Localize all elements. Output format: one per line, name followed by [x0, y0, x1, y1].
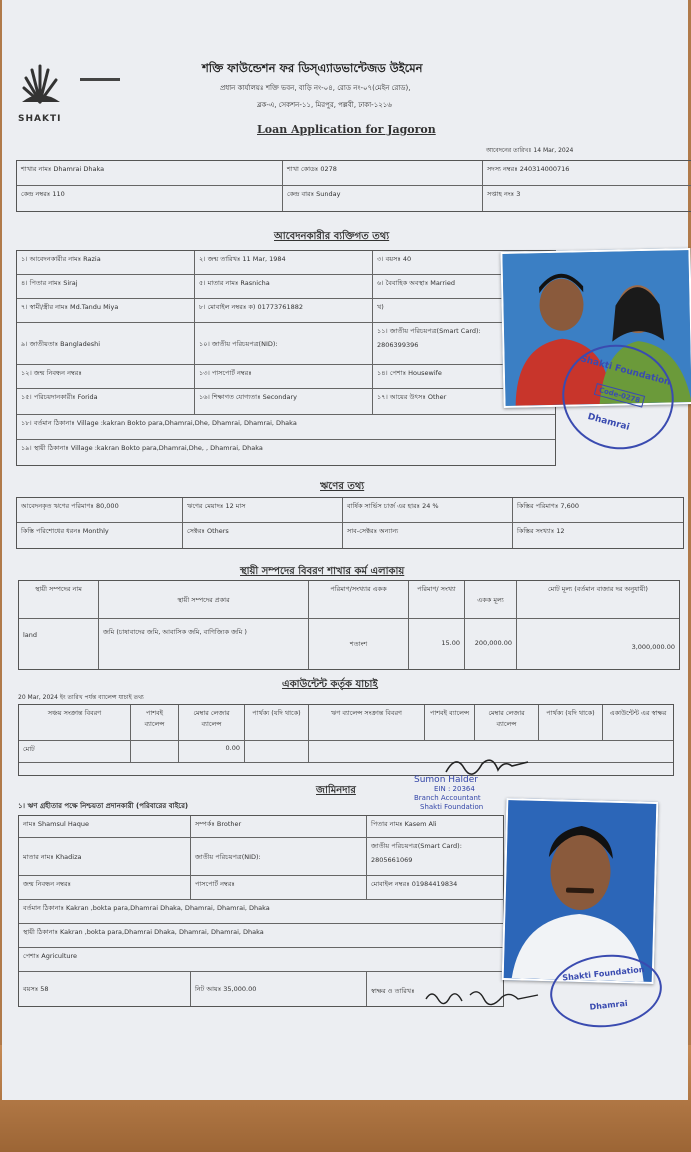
asset-type: জমি (চাষাবাদের জমি, আবাসিক জমি, বাণিজ্যিক জমি )	[99, 619, 309, 669]
accountant-title: Branch Accountant	[414, 794, 481, 802]
spouse-name: ৭। স্বামী/স্ত্রীর নামঃ Md.Tandu Miya	[17, 299, 195, 323]
guarantor-nid: জাতীয় পরিচয়পত্র(NID):	[191, 838, 367, 876]
logo-text: SHAKTI	[18, 114, 62, 124]
assets-heading: স্থায়ী সম্পদের বিবরণ শাখার কর্ম এলাকায়	[240, 566, 405, 577]
logo-rule	[80, 78, 120, 81]
sector: সেক্টরঃ Others	[183, 523, 343, 548]
guarantor-occupation: পেশাঃ Agriculture	[19, 948, 503, 972]
guarantor-relation: সম্পর্কঃ Brother	[191, 816, 367, 838]
org-name: শক্তি ফাউন্ডেশন ফর ডিস্‌এ্যাডভান্টেজড উইমেন	[202, 61, 423, 75]
asset-unit: শতাংশ	[309, 619, 409, 669]
assets-col-unit-price: একক মূল্য	[465, 581, 517, 619]
guarantor-subheading: ১। ঋণ গ্রহীতার পক্ষে নিশ্চয়তা প্রদানকারী (পরিবারের বাইরে)	[18, 802, 189, 810]
application-date: আবেদনের তারিখঃ 14 Mar, 2024	[486, 147, 574, 154]
age: ৩। বয়সঃ 40	[373, 251, 555, 275]
balance-verification-table	[18, 704, 674, 776]
accountant-seal	[414, 776, 483, 812]
guarantor-income: নিট আয়ঃ 35,000.00	[191, 972, 367, 1006]
marital-status: ৬। বৈবাহিক অবস্থাঃ Married	[373, 275, 555, 299]
passport-no: ১৩। পাসপোর্ট নম্বরঃ	[195, 365, 373, 389]
installment-amount: কিস্তির পরিমাণঃ 7,600	[513, 498, 683, 523]
total-value: 0.00	[179, 741, 245, 763]
loan-info-heading: ঋণের তথ্য	[320, 481, 365, 492]
assets-col-total: মোট মূল্য (বর্তমান বাজার দর অনুযায়ী)	[517, 581, 679, 619]
stamp-bottom-line1: Shakti Foundation	[561, 964, 645, 983]
assets-col-unit: পরিমাণ/সংখ্যার একক	[309, 581, 409, 619]
loan-term: ঋণের মেয়াদঃ 12 মাস	[183, 498, 343, 523]
stamp-bottom-line2: Dhamrai	[589, 998, 629, 1012]
guarantor-mother: মাতার নামঃ Khadiza	[19, 838, 191, 876]
accountant-heading: একাউন্টেন্ট কর্তৃক যাচাই	[282, 679, 378, 690]
occupation: ১৪। পেশাঃ Housewife	[373, 365, 555, 389]
shakti-logo	[16, 58, 72, 128]
mobile-no-2: খ)	[373, 299, 555, 323]
assets-col-qty: পরিমাণ/ সংখ্যা	[409, 581, 465, 619]
installment-count: কিস্তির সংখ্যাঃ 12	[517, 527, 565, 535]
smart-card-number: 2806399396	[377, 341, 419, 349]
guarantor-signature-icon	[422, 985, 542, 1007]
personal-info-table	[16, 250, 556, 466]
nid: ১০। জাতীয় পরিচয়পত্র(NID):	[195, 323, 373, 365]
org-address-2: ব্লক-এ, সেকশন-১১, মিরপুর, পল্লবী, ঢাকা-১২১৬	[257, 101, 392, 109]
guarantor-passport: পাসপোর্ট নম্বরঃ	[191, 876, 367, 900]
branch-code: শাখা কোডঃ 0278	[283, 161, 483, 186]
guarantor-smart-card	[367, 838, 503, 876]
form-title: Loan Application for Jagoron	[257, 123, 436, 136]
permanent-address: ১৯। স্থায়ী ঠিকানাঃ Village :kakran Bokto para,Dhamrai,Dhe, , Dhamrai, Dhaka	[21, 444, 263, 452]
assets-col-name: স্থায়ী সম্পদের নাম	[19, 581, 99, 619]
center-no: কেন্দ্র নম্বরঃ 110	[17, 186, 283, 211]
bal-col-loan-passbook: পাশবই ব্যালেন্স	[425, 705, 475, 741]
personal-info-heading: আবেদনকারীর ব্যক্তিগত তথ্য	[274, 231, 390, 242]
income-source: ১৭। আয়ের উৎসঃ Other	[373, 389, 555, 415]
guarantor-smart-card-label: জাতীয় পরিচয়পত্র(Smart Card):	[371, 842, 462, 850]
asset-name: land	[19, 619, 99, 669]
service-charge: বার্ষিক সার্ভিস চার্জ এর হারঃ 24 %	[343, 498, 513, 523]
father-name: ৪। পিতার নামঃ Siraj	[17, 275, 195, 299]
loan-amount: আবেদনকৃত ঋণের পরিমাণঃ 80,000	[17, 498, 183, 523]
mother-name: ৫। মাতার নামঃ Rasnicha	[195, 275, 373, 299]
guarantor-permanent-address: স্থায়ী ঠিকানাঃ Kakran ,bokta para,Dhamrai Dhaka, Dhamrai, Dhamrai, Dhaka	[19, 924, 503, 948]
guarantor-photo	[502, 798, 659, 984]
guarantor-age: বয়সঃ 58	[19, 972, 191, 1006]
accountant-org: Shakti Foundation	[420, 803, 484, 811]
introducer: ১৫। পরিচয়দানকারীঃ Forida	[17, 389, 195, 415]
guarantor-present-address: বর্তমান ঠিকানাঃ Kakran ,bokta para,Dhamrai Dhaka, Dhamrai, Dhamrai, Dhaka	[19, 900, 503, 924]
asset-total: 3,000,000.00	[631, 643, 675, 651]
birth-date: ২। জন্ম তারিখঃ 11 Mar, 1984	[195, 251, 373, 275]
sun-logo-icon	[16, 58, 72, 108]
mobile-no: ৮। মোবাইল নম্বরঃ ক) 01773761882	[195, 299, 373, 323]
smart-card-label: ১১। জাতীয় পরিচয়পত্র(Smart Card):	[377, 327, 481, 335]
total-label: মোট	[19, 741, 131, 763]
center-day: কেন্দ্র বারঃ Sunday	[283, 186, 483, 211]
accountant-ein: EIN : 20364	[434, 785, 475, 793]
assets-col-type: স্থায়ী সম্পদের প্রকার	[99, 581, 309, 619]
bal-col-diff: পার্থক্য (যদি থাকে)	[245, 705, 309, 741]
guarantor-father: পিতার নামঃ Kasem Ali	[367, 816, 503, 838]
birth-reg-no: ১২। জন্ম নিবন্ধন নম্বরঃ	[17, 365, 195, 389]
asset-unit-price: 200,000.00	[465, 619, 517, 669]
branch-name: শাখার নামঃ Dhamrai Dhaka	[17, 161, 283, 186]
bal-col-passbook: পাশবই ব্যালেন্স	[131, 705, 179, 741]
guarantor-name: নামঃ Shamsul Haque	[19, 816, 191, 838]
guarantor-heading: জামিনদার	[316, 785, 356, 796]
total-passbook	[131, 741, 179, 763]
stamp-top-line2: Code-0278	[594, 383, 645, 408]
branch-info-table	[16, 160, 691, 212]
applicant-name: ১। আবেদনকারীর নামঃ Razia	[17, 251, 195, 275]
week-no: সপ্তাহ নংঃ 3	[487, 190, 521, 198]
stamp-top-line3: Dhamrai	[586, 412, 631, 433]
bal-col-savings: সঞ্চয় সংক্রান্ত বিবরণ	[19, 705, 131, 741]
balance-date-note: 20 Mar, 2024 ইং তারিখ পর্যন্ত ব্যালেন্স যাচাই তথ্য	[18, 694, 144, 701]
guarantor-sign-date: স্বাক্ষর ও তারিখঃ	[371, 987, 415, 995]
member-no: সদস্য নম্বরঃ 240314000716	[483, 161, 691, 186]
sub-sector: সাব-সেক্টরঃ অন্যান্য	[343, 523, 513, 548]
present-address: ১৮। বর্তমান ঠিকানাঃ Village :kakran Bokto para,Dhamrai,Dhe, Dhamrai, Dhamrai, Dhaka	[17, 415, 555, 440]
bal-col-loan: ঋণ ব্যালেন্স সংক্রান্ত বিবরণ	[309, 705, 425, 741]
repayment-type: কিস্তি পরিশোধের ধরনঃ Monthly	[17, 523, 183, 548]
assets-table	[18, 580, 680, 670]
bal-col-loan-diff: পার্থক্য (যদি থাকে)	[539, 705, 603, 741]
guarantor-mobile: মোবাইল নম্বরঃ 01984419834	[367, 876, 503, 900]
education: ১৬। শিক্ষাগত যোগ্যতাঃ Secondary	[195, 389, 373, 415]
asset-qty: 15.00	[409, 619, 465, 669]
guarantor-table	[18, 815, 504, 1007]
guarantor-smart-card-number: 2805661069	[371, 856, 413, 864]
bal-col-ledger: মেম্বার লেজার ব্যালেন্স	[179, 705, 245, 741]
org-address-1: প্রধান কার্যালয়ঃ শক্তি ভবন, বাড়ি নং-০৪, রোড নং-০৭(মেইন রোড),	[220, 84, 411, 92]
guarantor-birth-reg: জন্ম নিবন্ধন নম্বরঃ	[19, 876, 191, 900]
accountant-name: Sumon Halder	[414, 775, 478, 785]
total-diff	[245, 741, 309, 763]
loan-form-paper	[2, 0, 688, 1100]
nationality: ৯। জাতীয়তাঃ Bangladeshi	[17, 323, 195, 365]
loan-info-table	[16, 497, 684, 549]
stamp-top-line1: Shakti Foundation	[579, 354, 672, 388]
man-portrait-icon	[504, 800, 657, 982]
bal-col-loan-ledger: মেম্বার লেজার ব্যালেন্স	[475, 705, 539, 741]
bal-col-signature: একাউন্টেন্ট এর স্বাক্ষর	[603, 705, 673, 741]
